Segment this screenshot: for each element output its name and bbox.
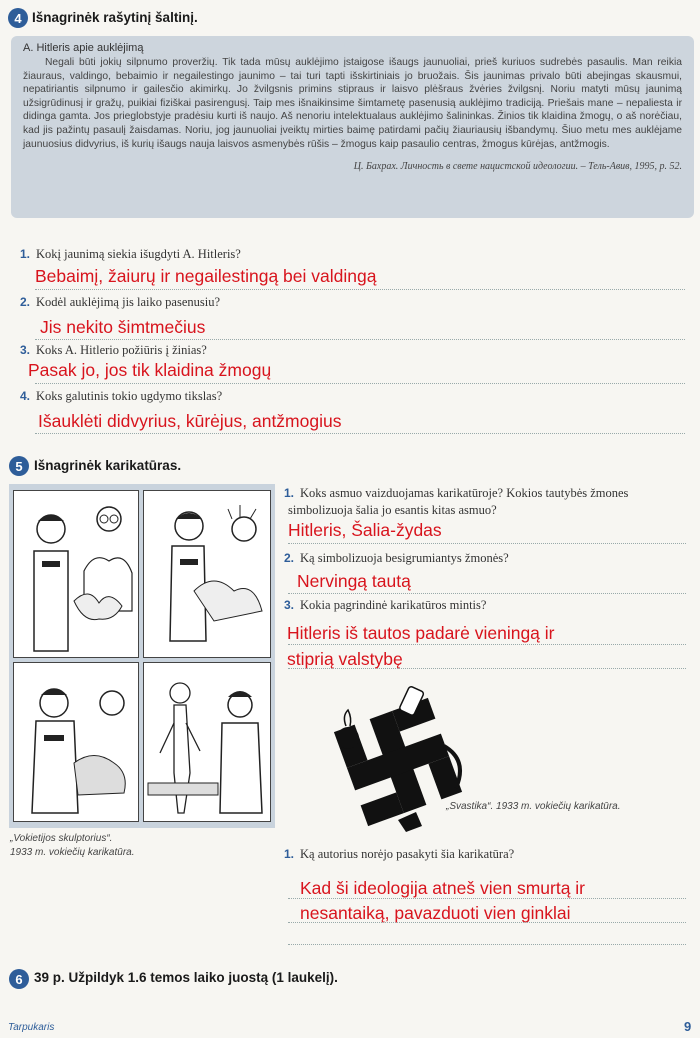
answer-line bbox=[288, 593, 686, 594]
q5-1: 1. Koks asmuo vaizduojamas karikatūroje? Kokios tautybės žmones bbox=[284, 486, 629, 500]
section-5-number: 5 bbox=[9, 456, 29, 476]
cartoon-frame-1 bbox=[13, 490, 139, 658]
section-4-title: Išnagrinėk rašytinį šaltinį. bbox=[32, 10, 198, 25]
section-4-number: 4 bbox=[8, 8, 28, 28]
svastika-cartoon bbox=[318, 680, 478, 840]
cartoon-frame-3 bbox=[13, 662, 139, 822]
q4-4-answer[interactable]: Išauklėti didvyrius, kūrėjus, antžmogius bbox=[38, 411, 342, 431]
q4-3: 3. Koks A. Hitlerio požiūris į žinias? bbox=[20, 343, 207, 357]
source-box bbox=[11, 36, 694, 218]
q5-2-answer[interactable]: Nervingą tautą bbox=[297, 571, 411, 591]
answer-line bbox=[35, 383, 685, 384]
section-5-title: Išnagrinėk karikatūras. bbox=[34, 458, 182, 473]
answer-line bbox=[288, 944, 686, 945]
q4-1-answer[interactable]: Bebaimį, žaiurų ir negailestingą bei valdingą bbox=[35, 266, 377, 286]
q5-3-answer-line2[interactable]: stiprią valstybę bbox=[287, 649, 403, 669]
svastika-caption: „Svastika“. 1933 m. vokiečių karikatūra. bbox=[446, 801, 621, 812]
answer-line bbox=[288, 922, 686, 923]
q5-2: 2. Ką simbolizuoja besigrumiantys žmonės? bbox=[284, 551, 509, 565]
cartoon-panel bbox=[9, 484, 275, 828]
q4-2-answer[interactable]: Jis nekito šimtmečius bbox=[40, 317, 206, 337]
cartoon-frame-4 bbox=[143, 662, 271, 822]
answer-line bbox=[288, 668, 686, 669]
answer-line bbox=[288, 898, 686, 899]
q4-1: 1. Kokį jaunimą siekia išugdyti A. Hitleris? bbox=[20, 247, 241, 261]
section-6-title: 39 p. Užpildyk 1.6 temos laiko juostą (1 laukelį). bbox=[34, 970, 338, 985]
section-6-number: 6 bbox=[9, 969, 29, 989]
q4-4: 4. Koks galutinis tokio ugdymo tikslas? bbox=[20, 389, 223, 403]
answer-line bbox=[288, 543, 686, 544]
answer-line bbox=[288, 644, 686, 645]
q5-3-answer-line1[interactable]: Hitleris iš tautos padarė vieningą ir bbox=[287, 623, 555, 643]
answer-line bbox=[35, 289, 685, 290]
q5-3: 3. Kokia pagrindinė karikatūros mintis? bbox=[284, 598, 487, 612]
q5-svastika: 1. Ką autorius norėjo pasakyti šia karikatūra? bbox=[284, 847, 515, 861]
q4-2: 2. Kodėl auklėjimą jis laiko pasenusiu? bbox=[20, 295, 220, 309]
cartoon-caption-1: „Vokietijos skulptorius“. bbox=[10, 833, 113, 844]
q5-1-line2: simbolizuoja šalia jo esantis kitas asmuo? bbox=[288, 503, 497, 517]
cartoon-frame-2 bbox=[143, 490, 271, 658]
source-citation: Ц. Бахрах. Личность в свете нацистской идеологии. – Тель-Авив, 1995, р. 52. bbox=[353, 161, 682, 173]
footer-chapter: Tarpukaris bbox=[8, 1022, 55, 1033]
source-text: Negali būti jokių silpnumo proveržių. Tik tada mūsų auklėjimo įstaigose išaugs jaunuoliai, prieš kuriuos sudrebės pasaulis. Man reikia žiauraus, valdingo, bebaimio ir negailestingo jaunimo – tai turi tapti išskirtiniais jo bruožais. Šis jaunimas privalo būti abejingas skausmui, nepatiriantis silpnumo ir gailesčio akimirkų. Jo žvilgsnis primins stipraus ir laisvo plėšraus žvėries žvilgsnį. Noriu matyti mūsų jaunimą užsigrūdinusį ir gražų, puikiai fiziškai pasirengusį. Taip mes išnaikinsime šimtametę pasenusią auklėjimo tradiciją. Priešais mane – nepaliesta ir didinga gamta. Jos prieglobstyje pradėsiu kurti iš naujo. Aš nenoriu intelektualaus auklėjimo šalininkas. Žinios tik klaidina žmogų, o aš norėčiau, kad jis pažintų pasaulį žaisdamas. Noriu, jog jaunuoliai įveiktų mirties baimę patirdami pačių žiauriausių išbandymų. Šiuo metu mes auklėjame jaunuosius didvyrius, iš kurių išaugs nauja laisvos asmenybės rūšis – žmogus kaip pasaulio centras, žmogus kūrėjas, antžmogis. bbox=[23, 57, 682, 150]
q4-3-answer[interactable]: Pasak jo, jos tik klaidina žmogų bbox=[28, 360, 272, 380]
answer-line bbox=[35, 339, 685, 340]
q5-1-answer[interactable]: Hitleris, Šalia-žydas bbox=[288, 520, 442, 540]
cartoon-caption-2: 1933 m. vokiečių karikatūra. bbox=[10, 847, 135, 858]
source-heading: A. Hitleris apie auklėjimą bbox=[23, 42, 144, 54]
q5-svastika-answer-line2[interactable]: nesantaiką, pavazduoti vien ginklai bbox=[300, 903, 571, 923]
page-number: 9 bbox=[684, 1019, 692, 1034]
answer-line bbox=[35, 433, 685, 434]
q5-svastika-answer-line1[interactable]: Kad ši ideologija atneš vien smurtą ir bbox=[300, 878, 586, 898]
